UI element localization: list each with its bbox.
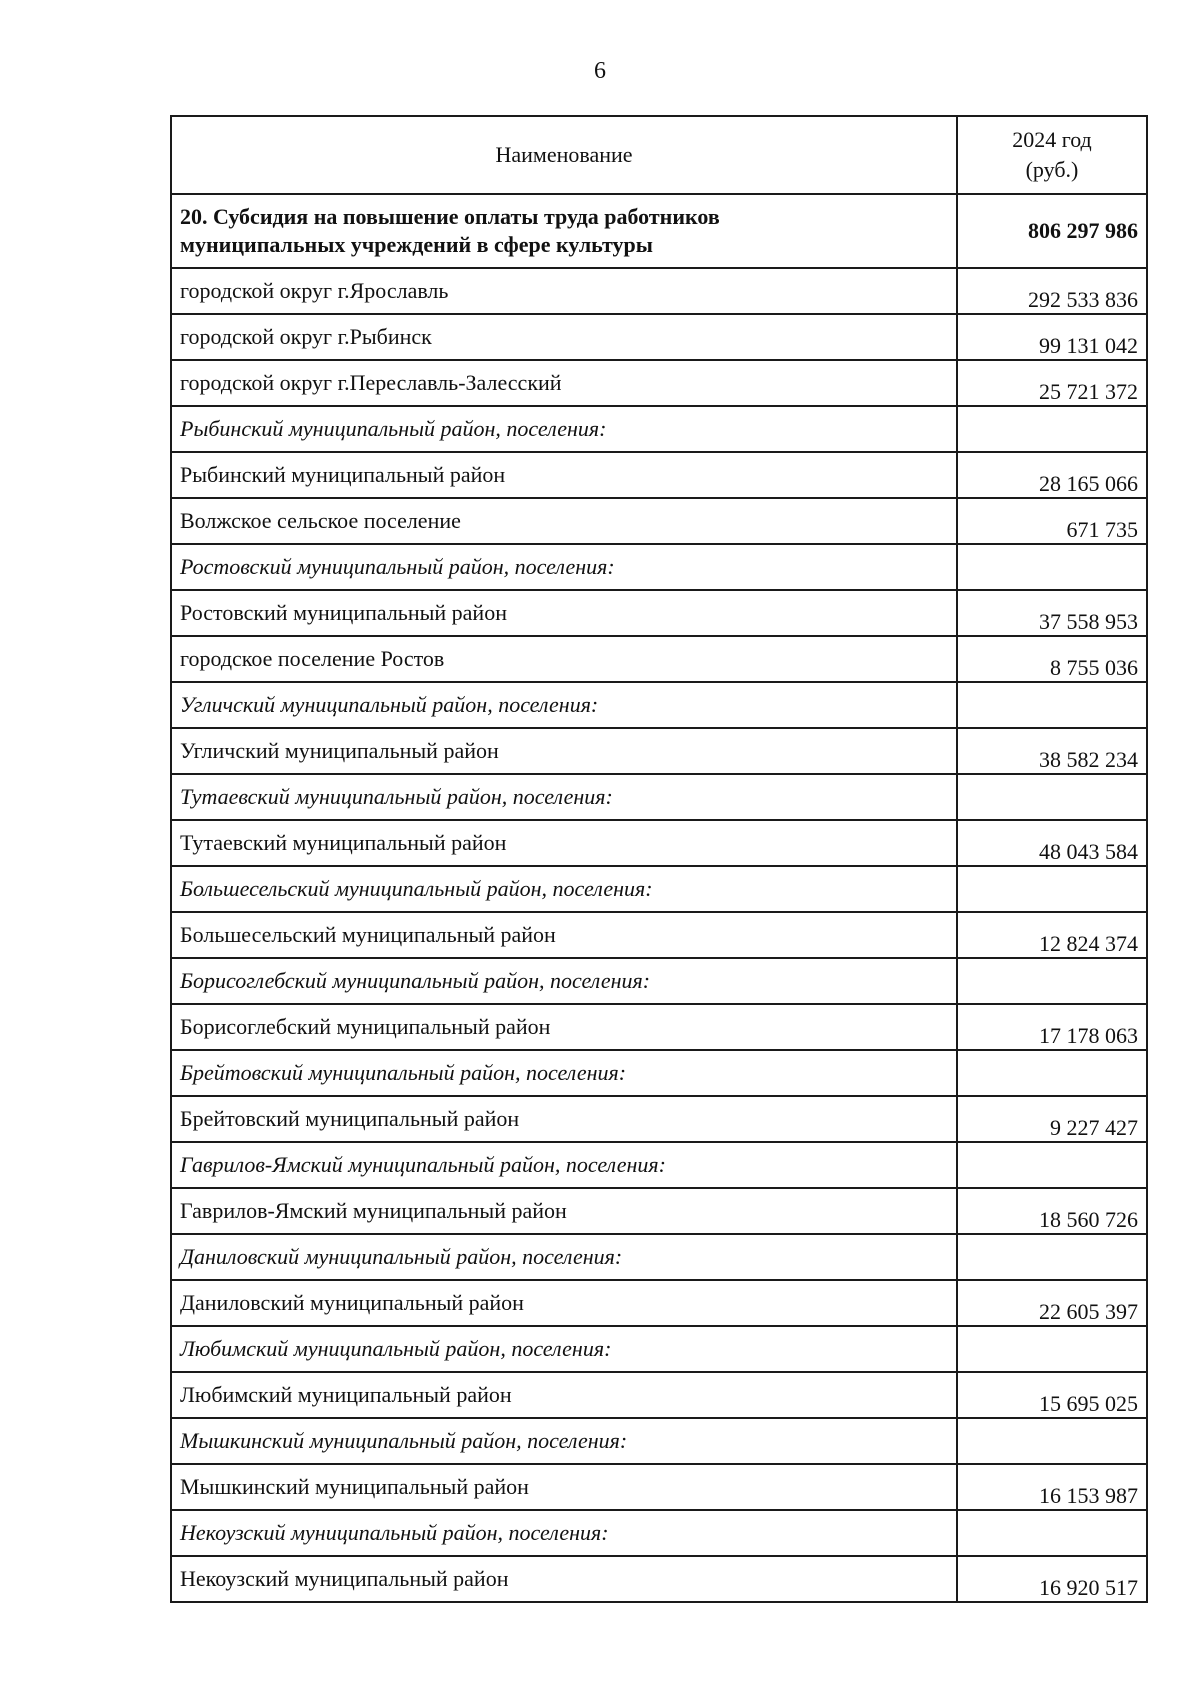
district-group-row (171, 866, 1147, 912)
district-group-row (171, 406, 1147, 452)
row-amount: 16 153 987 (957, 1464, 1147, 1510)
district-group-row (171, 958, 1147, 1004)
row-amount: 48 043 584 (957, 820, 1147, 866)
row-name: Большесельский муниципальный район (171, 912, 957, 958)
table-row (171, 498, 1147, 544)
district-group-row (171, 1142, 1147, 1188)
row-name: Ростовский муниципальный район (171, 590, 957, 636)
row-amount (957, 958, 1147, 1004)
row-name: Мышкинский муниципальный район (171, 1464, 957, 1510)
row-amount: 18 560 726 (957, 1188, 1147, 1234)
row-name: городской округ г.Рыбинск (171, 314, 957, 360)
table-row (171, 1372, 1147, 1418)
row-name: Тутаевский муниципальный район (171, 820, 957, 866)
table-row (171, 1188, 1147, 1234)
row-amount: 16 920 517 (957, 1556, 1147, 1602)
table-row (171, 1280, 1147, 1326)
row-amount: 22 605 397 (957, 1280, 1147, 1326)
row-amount (957, 544, 1147, 590)
row-name: городской округ г.Переславль-Залесский (171, 360, 957, 406)
row-amount: 17 178 063 (957, 1004, 1147, 1050)
row-amount (957, 1326, 1147, 1372)
table-body (171, 194, 1147, 1602)
row-name: Любимский муниципальный район (171, 1372, 957, 1418)
section-row (171, 194, 1147, 268)
row-amount: 671 735 (957, 498, 1147, 544)
row-name: Некоузский муниципальный район (171, 1556, 957, 1602)
district-group-row (171, 1510, 1147, 1556)
district-group-row (171, 774, 1147, 820)
table-row (171, 820, 1147, 866)
section-title-line2: муниципальных учреждений в сфере культуры (180, 232, 653, 257)
district-group-row (171, 1234, 1147, 1280)
row-name: Брейтовский муниципальный район (171, 1096, 957, 1142)
column-header-year-line1: 2024 год (1012, 127, 1092, 152)
row-amount: 12 824 374 (957, 912, 1147, 958)
row-name: Волжское сельское поселение (171, 498, 957, 544)
row-amount: 15 695 025 (957, 1372, 1147, 1418)
row-name: Тутаевский муниципальный район, поселения: (171, 774, 957, 820)
row-name: Мышкинский муниципальный район, поселения: (171, 1418, 957, 1464)
row-amount (957, 774, 1147, 820)
row-amount (957, 1234, 1147, 1280)
row-amount (957, 866, 1147, 912)
table-row (171, 912, 1147, 958)
table-row (171, 1096, 1147, 1142)
table-row (171, 1004, 1147, 1050)
row-name: городской округ г.Ярославль (171, 268, 957, 314)
district-group-row (171, 544, 1147, 590)
table-row (171, 1464, 1147, 1510)
section-total: 806 297 986 (957, 194, 1147, 268)
row-amount: 8 755 036 (957, 636, 1147, 682)
table-row (171, 590, 1147, 636)
row-amount (957, 1510, 1147, 1556)
district-group-row (171, 1050, 1147, 1096)
table-row (171, 360, 1147, 406)
table-row (171, 1556, 1147, 1602)
row-name: городское поселение Ростов (171, 636, 957, 682)
row-name: Брейтовский муниципальный район, поселения: (171, 1050, 957, 1096)
district-group-row (171, 1418, 1147, 1464)
row-name: Борисоглебский муниципальный район (171, 1004, 957, 1050)
row-name: Угличский муниципальный район (171, 728, 957, 774)
row-name: Ростовский муниципальный район, поселения: (171, 544, 957, 590)
row-amount (957, 1418, 1147, 1464)
row-amount: 25 721 372 (957, 360, 1147, 406)
subsidy-table (170, 115, 1148, 1603)
column-header-year-line2: (руб.) (1025, 157, 1079, 182)
row-name: Даниловский муниципальный район (171, 1280, 957, 1326)
row-amount (957, 406, 1147, 452)
table-row (171, 728, 1147, 774)
table-row (171, 314, 1147, 360)
row-name: Гаврилов-Ямский муниципальный район (171, 1188, 957, 1234)
row-name: Рыбинский муниципальный район, поселения: (171, 406, 957, 452)
row-amount: 37 558 953 (957, 590, 1147, 636)
row-amount: 9 227 427 (957, 1096, 1147, 1142)
district-group-row (171, 682, 1147, 728)
row-amount: 28 165 066 (957, 452, 1147, 498)
table-row (171, 452, 1147, 498)
table-row (171, 636, 1147, 682)
row-amount: 99 131 042 (957, 314, 1147, 360)
row-amount (957, 1050, 1147, 1096)
row-name: Любимский муниципальный район, поселения: (171, 1326, 957, 1372)
table-header-row (171, 116, 1147, 194)
page-number: 6 (594, 58, 606, 84)
section-title (171, 194, 957, 268)
row-name: Даниловский муниципальный район, поселения: (171, 1234, 957, 1280)
column-header-year (957, 116, 1147, 194)
row-amount (957, 1142, 1147, 1188)
row-amount: 38 582 234 (957, 728, 1147, 774)
row-name: Некоузский муниципальный район, поселения: (171, 1510, 957, 1556)
row-amount (957, 682, 1147, 728)
column-header-name: Наименование (171, 116, 957, 194)
row-amount: 292 533 836 (957, 268, 1147, 314)
row-name: Угличский муниципальный район, поселения: (171, 682, 957, 728)
row-name: Рыбинский муниципальный район (171, 452, 957, 498)
section-title-line1: 20. Субсидия на повышение оплаты труда работников (180, 204, 720, 229)
row-name: Гаврилов-Ямский муниципальный район, поселения: (171, 1142, 957, 1188)
table-row (171, 268, 1147, 314)
district-group-row (171, 1326, 1147, 1372)
row-name: Большесельский муниципальный район, поселения: (171, 866, 957, 912)
row-name: Борисоглебский муниципальный район, поселения: (171, 958, 957, 1004)
